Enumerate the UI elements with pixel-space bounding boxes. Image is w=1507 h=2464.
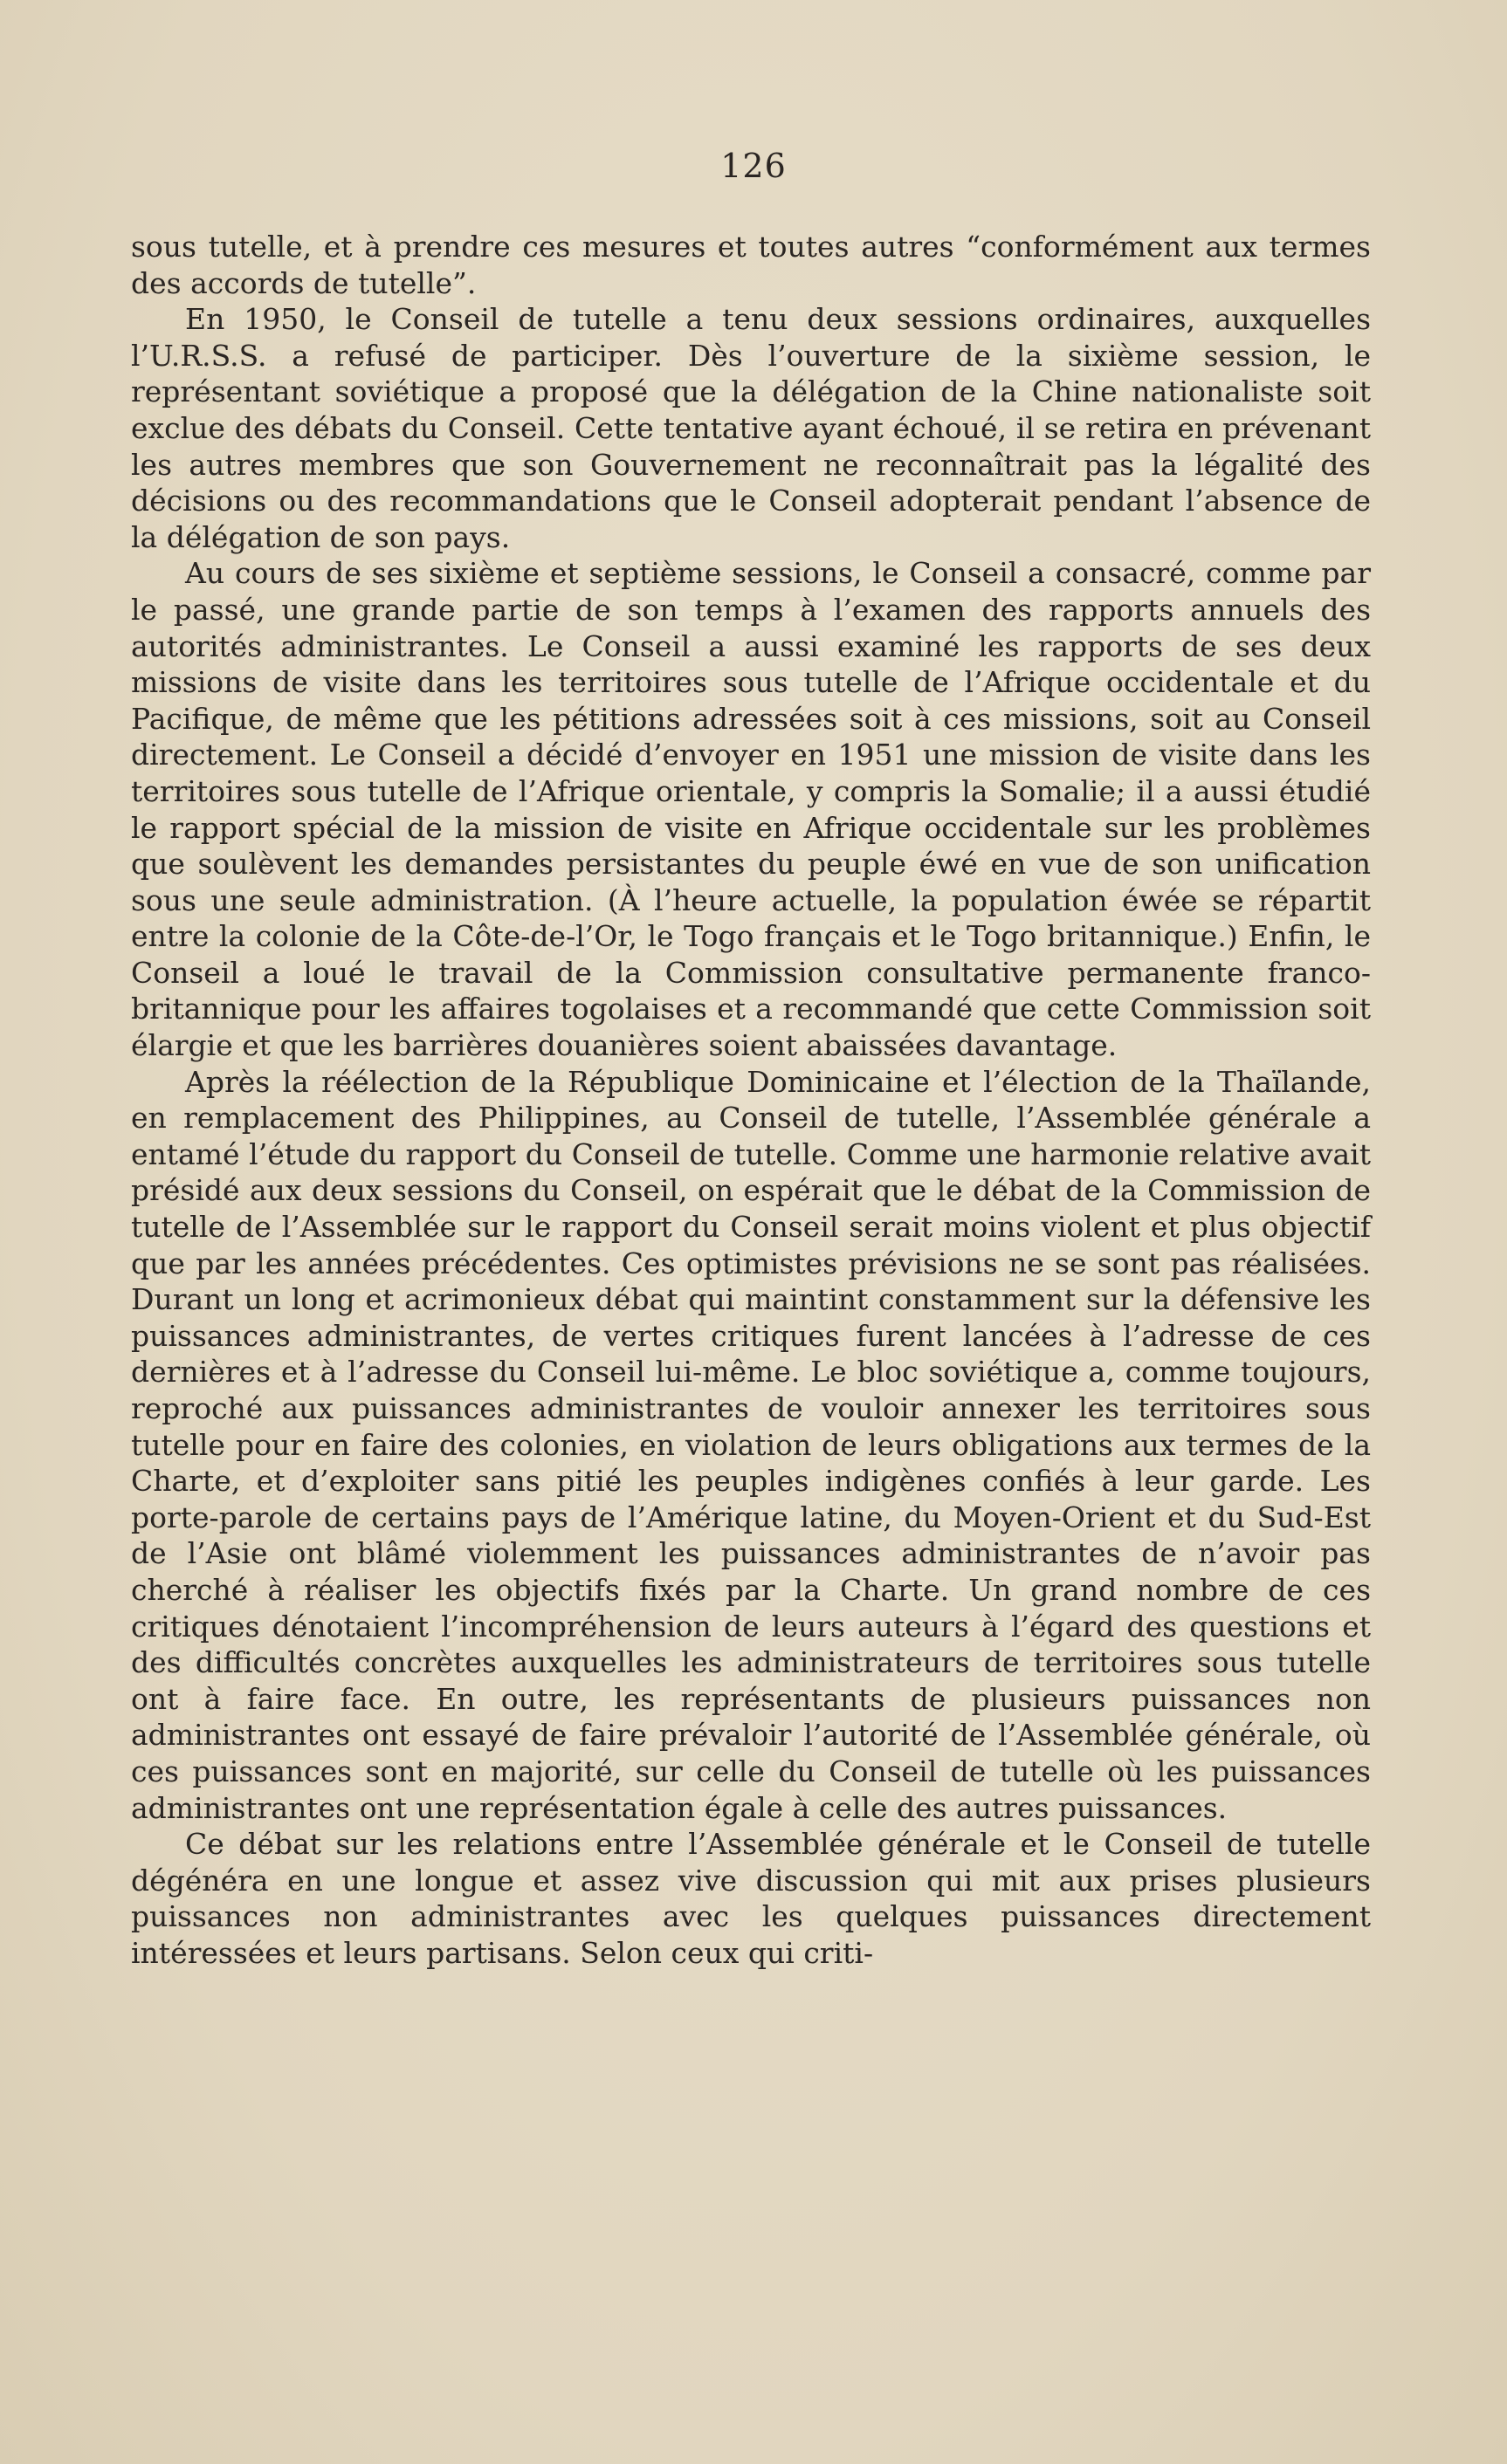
paragraph-assembly-debate: Après la réélection de la République Dominicaine et l’élection de la Thaïlande, en remplacement des Philippines, au Conseil de tutelle, l’Assemblée générale a entamé l’étude du rapport du Conseil de tutelle. Comme une harmonie relative avait présidé aux deux sessions du Conseil, on espérait que le débat de la Commission de tutelle de l’Assemblée sur le rapport du Conseil serait moins violent et plus objectif que par les années précédentes. Ces optimistes prévisions ne se sont pas réalisées. Durant un long et acrimonieux débat qui maintint constamment sur la défensive les puissances administrantes, de vertes critiques furent lancées à l’adresse de ces dernières et à l’adresse du Conseil lui-même. Le bloc soviétique a, comme toujours, reproché aux puissances administrantes de vouloir annexer les territoires sous tutelle pour en faire des colonies, en violation de leurs obligations aux termes de la Charte, et d’exploiter sans pitié les peuples indigènes confiés à leur garde. Les porte-parole de certains pays de l’Amérique latine, du Moyen-Orient et du Sud-Est de l’Asie ont blâmé violemment les puissances administrantes de n’avoir pas cherché à réaliser les objectifs fixés par la Charte. Un grand nombre de ces critiques dénotaient l’incompréhension de leurs auteurs à l’égard des questions et des difficultés concrètes auxquelles les administrateurs de territoires sous tutelle ont à faire face. En outre, les représentants de plusieurs puissances non administrantes ont essayé de faire prévaloir l’autorité de l’Assemblée générale, où ces puissances sont en majorité, sur celle du Conseil de tutelle où les puissances administrantes ont une représentation égale à celle des autres puissances.: [131, 1064, 1371, 1825]
body-text: [131, 229, 1371, 1972]
paragraph-1950-sessions: En 1950, le Conseil de tutelle a tenu deux sessions ordinaires, auxquelles l’U.R.S.S. a refusé de participer. Dès l’ouverture de la sixième session, le représentant soviétique a proposé que la délégation de la Chine nationaliste soit exclue des débats du Conseil. Cette tentative ayant échoué, il se retira en prévenant les autres membres que son Gouvernement ne reconnaîtrait pas la légalité des décisions ou des recommandations que le Conseil adopterait pendant l’absence de la délégation de son pays.: [131, 302, 1371, 554]
paragraph-relations-debate: Ce débat sur les relations entre l’Assemblée générale et le Conseil de tutelle dégénéra en une longue et assez vive discussion qui mit aux prises plusieurs puissances non administrantes avec les quelques puissances directement intéressées et leurs partisans. Selon ceux qui criti-: [131, 1827, 1371, 1970]
paragraph-continuation: sous tutelle, et à prendre ces mesures et toutes autres “conformément aux termes des accords de tutelle”.: [131, 230, 1371, 300]
page-number: 126: [720, 147, 787, 185]
paragraph-sixth-seventh-sessions: Au cours de ses sixième et septième sessions, le Conseil a consacré, comme par le passé, une grande partie de son temps à l’examen des rapports annuels des autorités administrantes. Le Conseil a aussi examiné les rapports de ses deux missions de visite dans les territoires sous tutelle de l’Afrique occidentale et du Pacifique, de même que les pétitions adressées soit à ces missions, soit au Conseil directement. Le Conseil a décidé d’envoyer en 1951 une mission de visite dans les territoires sous tutelle de l’Afrique orientale, y compris la Somalie; il a aussi étudié le rapport spécial de la mission de visite en Afrique occidentale sur les problèmes que soulèvent les demandes persistantes du peuple éwé en vue de son unification sous une seule administration. (À l’heure actuelle, la population éwée se répartit entre la colonie de la Côte-de-l’Or, le Togo français et le Togo britannique.) Enfin, le Conseil a loué le travail de la Commission consultative permanente franco-britannique pour les affaires togolaises et a recommandé que cette Commission soit élargie et que les barrières douanières soient abaissées davantage.: [131, 556, 1371, 1063]
